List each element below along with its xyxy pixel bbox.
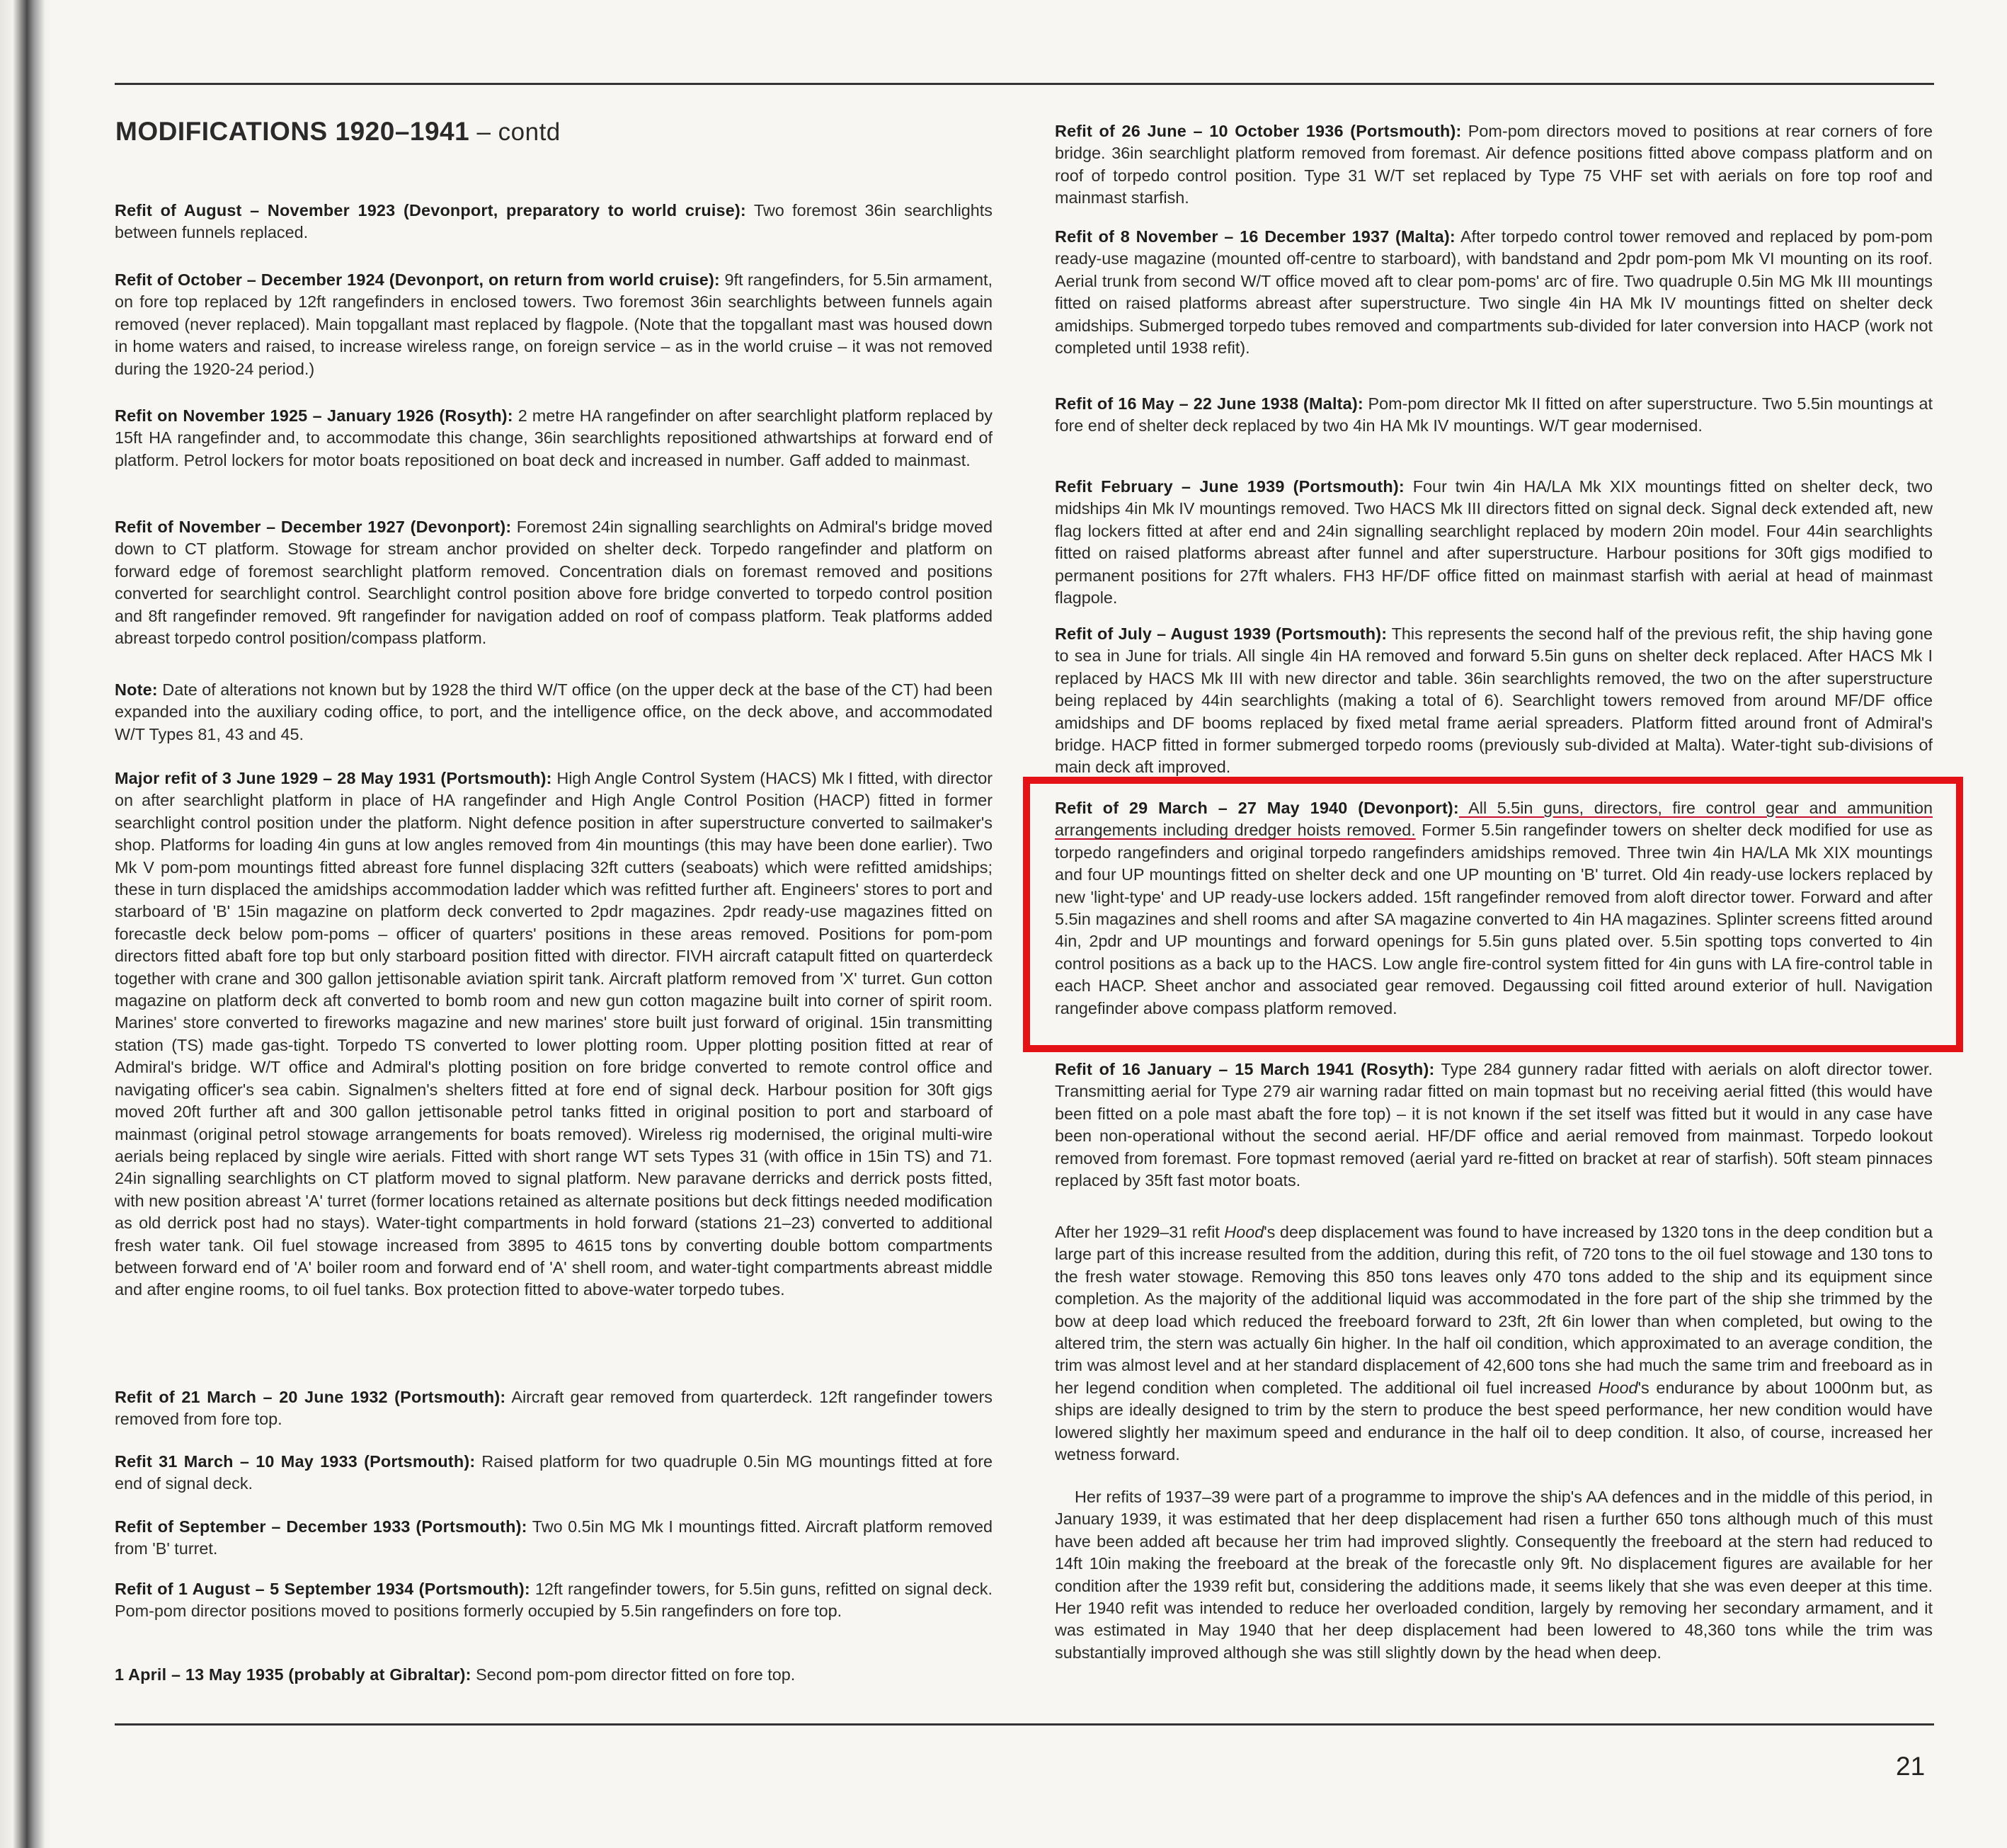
entry-heading: Refit of 21 March – 20 June 1932 (Portsmouth): <box>115 1388 506 1406</box>
refit-entry-1940 <box>1055 797 1933 1020</box>
note-entry-1928 <box>115 679 993 746</box>
refit-entry-1933-march <box>115 1451 993 1495</box>
entry-body: Foremost 24in signalling searchlights on Admiral's bridge moved down to CT platform. Stowage for stream anchor provided on shelter deck. Torpedo rangefinder and platform on forward edge of foremost searchlight platform removed. Concentration dials on foremast removed and positions converted for searchlight control. Searchlight control position above fore bridge converted to torpedo control position and 8ft rangefinder removed. 9ft rangefinder for navigation added on roof of compass platform. Teak platforms added abreast torpedo control position/compass platform. <box>115 518 993 648</box>
entry-heading: Refit of 29 March – 27 May 1940 (Devonport): <box>1055 799 1459 817</box>
entry-body: 12ft rangefinder towers, for 5.5in guns, refitted on signal deck. Pom-pom director positions moved to positions formerly occupied by 5.5in rangefinders on fore top. <box>115 1580 993 1621</box>
refit-entry-1924 <box>115 269 993 380</box>
refit-entry-1923 <box>115 200 993 244</box>
entry-heading: Refit of 1 August – 5 September 1934 (Portsmouth): <box>115 1580 530 1598</box>
entry-body: Former 5.5in rangefinder towers on shelter deck modified for use as torpedo rangefinders and original torpedo rangefinders amidships removed. Three twin 4in HA/LA Mk XIX mountings and four UP mountings fitted on shelter deck and one UP mounting on 'B' turret. Old 4in ready-use lockers replaced by new 'light-type' and UP ready-use lockers added. 15ft rangefinder removed from aloft director tower. Forward and after 5.5in magazines and shell rooms and after SA magazine converted to 4in HA magazines. Splinter screens fitted around 4in, 2pdr and UP mountings and forward openings for 5.5in guns plated over. 5.5in spotting tops converted to 4in control positions as a back up to the HACS. Low angle fire-control system fitted for 4in guns with LA fire-control table in each HACP. Sheet anchor and associated gear removed. Degaussing coil fitted around exterior of hull. Navigation rangefinder above compass platform removed. <box>1055 821 1933 1017</box>
entry-heading: Refit on November 1925 – January 1926 (Rosyth): <box>115 406 513 425</box>
entry-body: 2 metre HA rangefinder on after searchlight platform replaced by 15ft HA rangefinder and, to accommodate this change, 36in searchlights repositioned athwartships at forward end of platform. Petrol lockers for motor boats repositioned on boat deck and increased in number. Gaff added to mainmast. <box>115 406 993 469</box>
entry-body: Two 0.5in MG Mk I mountings fitted. Aircraft platform removed from 'B' turret. <box>115 1517 993 1558</box>
entry-heading: Refit of October – December 1924 (Devonport, on return from world cruise): <box>115 270 720 289</box>
narrative-text: 's endurance by about 1000nm but, as ships are ideally designed to trim by the stern to produce the best speed performance, her new condition would have lowered slightly her maximum speed and endurance in the half oil to deep condition. It also, of course, increased her wetness forward. <box>1055 1378 1933 1464</box>
entry-body: Two foremost 36in searchlights between funnels replaced. <box>115 201 993 242</box>
entry-body: This represents the second half of the previous refit, the ship having gone to sea in June for trials. All single 4in HA removed and forward 5.5in guns on shelter deck replaced. After HACS Mk I replaced by HACS Mk III with new director and table. 36in searchlights removed, the two on the after superstructure being replaced by 44in searchlights (making a total of 6). Searchlight towers removed from around MF/DF office amidships and DF booms replaced by fixed metal frame aerial spreaders. Platform fitted around front of Admiral's bridge. HACP fitted in former submerged torpedo rooms (previously sub-divided at Malta). Water-tight sub-divisions of main deck aft improved. <box>1055 624 1933 777</box>
entry-heading: 1 April – 13 May 1935 (probably at Gibraltar): <box>115 1665 471 1684</box>
refit-entry-1937 <box>1055 226 1933 359</box>
refit-entry-1939-july <box>1055 623 1933 779</box>
refit-entry-1934 <box>115 1578 993 1623</box>
entry-heading: Refit February – June 1939 (Portsmouth): <box>1055 477 1405 496</box>
narrative-paragraph-2: Her refits of 1937–39 were part of a programme to improve the ship's AA defences and in the middle of this period, in January 1939, it was estimated that her deep displacement had risen a further 650 tons although much of this must have been added aft because her trim had improved slightly. Consequently the freeboard at the stern had reduced to 14ft 10in making the freeboard at the break of the forecastle only 9ft. No displacement figures are available for her condition after the 1939 refit but, considering the additions made, it seems likely that she was even deeper at this time. Her 1940 refit was intended to reduce her overloaded condition, largely by removing her secondary armament, and it was estimated in May 1940 that her deep displacement had been lowered to 48,360 tons while the trim was substantially improved although she was still slightly down by the head when deep. <box>1055 1488 1933 1662</box>
entry-body: Pom-pom director Mk II fitted on after superstructure. Two 5.5in mountings at fore end of shelter deck replaced by two 4in HA Mk IV mountings. W/T gear modernised. <box>1055 394 1933 435</box>
entry-heading: Refit of August – November 1923 (Devonport, preparatory to world cruise): <box>115 201 746 219</box>
refit-entry-1927 <box>115 516 993 649</box>
refit-entry-1925 <box>115 405 993 472</box>
entry-heading: Refit of 26 June – 10 October 1936 (Portsmouth): <box>1055 122 1462 140</box>
refit-entry-1939-feb <box>1055 476 1933 609</box>
entry-heading: Refit of July – August 1939 (Portsmouth): <box>1055 624 1388 643</box>
narrative-paragraph-1 <box>1055 1221 1933 1466</box>
entry-heading: Refit of 16 January – 15 March 1941 (Rosyth): <box>1055 1060 1435 1078</box>
underlined-passage: All 5.5in guns, directors, fire control gear and ammunition arrangements including dredger hoists removed. <box>1055 799 1933 840</box>
refit-entry-1932 <box>115 1386 993 1431</box>
top-rule <box>115 83 1934 85</box>
entry-heading: Note: <box>115 680 158 699</box>
entry-body: Aircraft gear removed from quarterdeck. 12ft rangefinder towers removed from fore top. <box>115 1388 993 1429</box>
entry-body: Four twin 4in HA/LA Mk XIX mountings fitted on shelter deck, two midships 4in Mk IV mountings removed. Two HACS Mk III directors fitted on signal deck. Signal deck extended aft, new flag lockers fitted at after end and 24in signalling searchlight replaced by modern 20in model. Four 44in searchlights fitted on raised platforms abreast after funnel and after superstructure. Harbour positions for 30ft gigs modified to permanent positions for 27ft whalers. FH3 HF/DF office fitted on mainmast starfish with aerial at head of mainmast flagpole. <box>1055 477 1933 608</box>
bottom-rule <box>115 1723 1934 1726</box>
entry-heading: Refit of 8 November – 16 December 1937 (Malta): <box>1055 227 1456 246</box>
narrative-text: After her 1929–31 refit <box>1055 1223 1225 1241</box>
entry-body: Pom-pom directors moved to positions at rear corners of fore bridge. 36in searchlight platform removed from foremast. Air defence positions fitted above compass platform and on roof of torpedo control position. Type 31 W/T set replaced by Type 75 VHF set with aerials on fore top roof and mainmast starfish. <box>1055 122 1933 207</box>
page-title <box>115 117 561 147</box>
ship-name: Hood <box>1598 1378 1638 1397</box>
major-refit-entry-1929 <box>115 768 993 1301</box>
page-title-suffix: – contd <box>469 118 561 146</box>
entry-body: Date of alterations not known but by 1928 the third W/T office (on the upper deck at the base of the CT) had been expanded into the auxiliary coding office, to port, and the intelligence office, on the deck above, and accommodated W/T Types 81, 43 and 45. <box>115 680 993 743</box>
entry-body: Second pom-pom director fitted on fore top. <box>471 1665 796 1684</box>
entry-body: Type 284 gunnery radar fitted with aerials on aloft director tower. Transmitting aerial for Type 279 air warning radar fitted on main topmast but no receiving aerial fitted (this would have been fitted on a pole mast abaft the fore top) – it is not known if the set itself was fitted but it would in any case have been non-operational without the second aerial. HF/DF office and aerial removed from mainmast. Torpedo lookout removed from foremast. Fore topmast removed (aerial yard re-fitted on bracket at rear of starfish). 50ft steam pinnaces replaced by 35ft fast motor boats. <box>1055 1060 1933 1190</box>
refit-entry-1933-september <box>115 1516 993 1561</box>
refit-entry-1935 <box>115 1664 993 1686</box>
entry-body: High Angle Control System (HACS) Mk I fitted, with director on after searchlight platform in place of HA rangefinder and High Angle Control Position (HACP) fitted in former searchlight control position under the platform. Night defence position in after superstructure converted to sailmaker's shop. Platforms for loading 4in guns at low angles removed from 4in mountings (this may have been done earlier). Two Mk V pom-pom mountings fitted abreast fore funnel displacing 32ft cutters (seaboats) which were refitted amidships; these in turn displaced the amidships accommodation ladder which was refitted further aft. Engineers' stores to port and starboard of 'B' 15in magazine on platform deck converted to 2pdr magazines. 2pdr ready-use magazines fitted on forecastle deck below pom-poms – officer of quarters' positions in these areas removed. Positions for pom-pom directors fitted abaft fore top but only starboard position fitted with director. FIVH aircraft catapult fitted on quarterdeck together with crane and 300 gallon jettisonable aviation spirit tank. Aircraft platform removed from 'X' turret. Gun cotton magazine on platform deck aft converted to bomb room and new gun cotton magazine built into corner of spirit room. Marines' store converted to fireworks magazine and new marines' store built just forward of original. 15in transmitting station (TS) made gas-tight. Torpedo TS converted to lower plotting room. Upper plotting position fitted at rear of Admiral's bridge. W/T office and Admiral's plotting position on fore bridge converted to remote control office and navigating officer's sea cabin. Signalmen's shelters fitted at fore end of signal deck. Harbour position for 30ft gigs moved 20ft further aft and 300 gallon jettisonable petrol tanks fitted in original position to port and starboard of mainmast (original petrol stowage arrangements for boats removed). Wireless rig modernised, the original multi-wire aerials being replaced by single wire aerials. Fitted with short range WT sets Types 31 (with office in 15in TS) and 71. 24in signalling searchlights on CT platform moved to signal platform. New paravane derricks and derrick posts fitted, with new position abreast 'A' turret (former locations retained as alternate positions but deck fittings needed modification as old derrick post had no stays). Water-tight compartments in hold forward (stations 21–23) converted to additional fresh water tank. Oil fuel stowage increased from 3895 to 4615 tons by converting double bottom compartments between forward end of 'A' boiler room and forward end of 'A' shell room, and water-tight compartments abreast middle and after engine rooms, to oil fuel tanks. Box protection fitted to above-water torpedo tubes. <box>115 769 993 1299</box>
entry-heading: Refit of 16 May – 22 June 1938 (Malta): <box>1055 394 1363 413</box>
page-title-main: MODIFICATIONS 1920–1941 <box>115 117 470 146</box>
refit-entry-1936 <box>1055 120 1933 210</box>
entry-body: After torpedo control tower removed and replaced by pom-pom ready-use magazine (mounted off-centre to starboard), with bandstand and 2pdr pom-pom Mk VI mounting on its roof. Aerial trunk from second W/T office moved aft to clear pom-poms' arc of fire. Two quadruple 0.5in MG Mk III mountings fitted on raised platforms abreast after superstructure. Two single 4in HA Mk IV mountings fitted on shelter deck amidships. Submerged torpedo tubes removed and compartments sub-divided for later conversion into HACP (work not completed until 1938 refit). <box>1055 227 1933 358</box>
entry-heading: Refit of November – December 1927 (Devonport): <box>115 518 512 536</box>
entry-heading: Major refit of 3 June 1929 – 28 May 1931 (Portsmouth): <box>115 769 552 787</box>
entry-heading: Refit 31 March – 10 May 1933 (Portsmouth): <box>115 1452 476 1471</box>
entry-heading: Refit of September – December 1933 (Portsmouth): <box>115 1517 527 1536</box>
entry-body: 9ft rangefinders, for 5.5in armament, on fore top replaced by 12ft rangefinders in enclosed towers. Two foremost 36in searchlights between funnels again removed (never replaced). Main topgallant mast replaced by flagpole. (Note that the topgallant mast was housed down in home waters and raised, to increase wireless range, on foreign service – as in the world cruise – it was not removed during the 1920-24 period.) <box>115 270 993 378</box>
book-binding-shadow <box>0 0 50 1848</box>
entry-body: Raised platform for two quadruple 0.5in MG mountings fitted at fore end of signal deck. <box>115 1452 993 1493</box>
narrative-text: 's deep displacement was found to have increased by 1320 tons in the deep condition but a large part of this increase resulted from the addition, during this refit, of 720 tons to the oil fuel stowage and 130 tons to the fresh water stowage. Removing this 850 tons leaves only 470 tons added to the ship and its equipment since completion. As the majority of the additional liquid was accommodated in the fore part of the ship she trimmed by the bow at deep load which reduced the freeboard forward to 23ft, 2ft 6in lower than when completed, but owing to the altered trim, the stern was actually 6in higher. In the half oil condition, which approximated to an average condition, the trim was almost level and at her standard displacement of 42,600 tons she had much the same trim and freeboard as in her legend condition when completed. The additional oil fuel increased <box>1055 1223 1933 1397</box>
refit-entry-1938 <box>1055 393 1933 438</box>
page-number: 21 <box>1896 1752 1926 1781</box>
ship-name: Hood <box>1224 1223 1264 1241</box>
refit-entry-1941 <box>1055 1059 1933 1192</box>
